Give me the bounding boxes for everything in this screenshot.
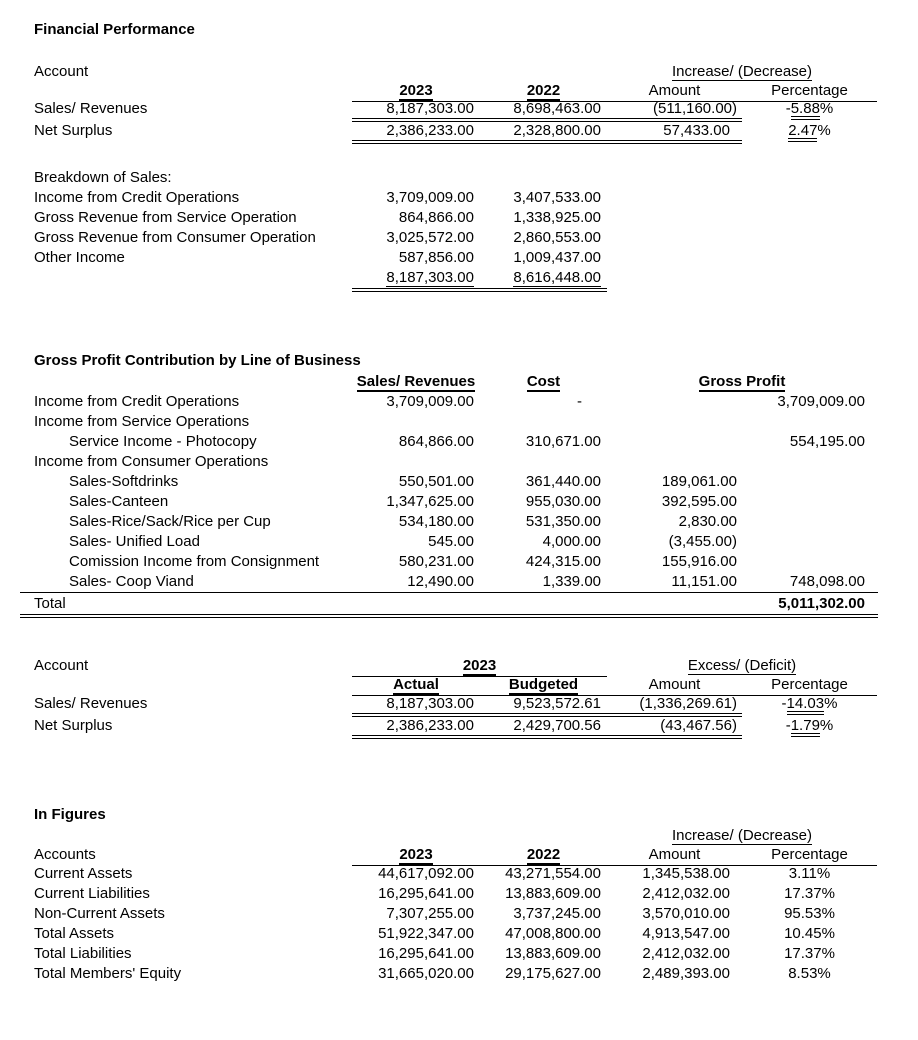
gross-profit-label: Gross Profit — [698, 373, 786, 390]
table-row — [34, 452, 877, 472]
value-percentage — [742, 695, 877, 717]
table-row — [34, 964, 877, 984]
table-row — [34, 412, 877, 432]
table-header-row — [34, 82, 877, 100]
table-row — [34, 717, 877, 739]
value-gross-profit: 189,061.00 — [661, 473, 737, 490]
cost-label: Cost — [526, 373, 561, 390]
column-header-amount: Amount — [607, 82, 742, 102]
value-amount: (43,467.56) — [607, 717, 742, 739]
row-label: Sales/ Revenues — [34, 695, 148, 712]
percent-number: 14.03 — [787, 696, 825, 715]
budgeted-label: Budgeted — [508, 676, 579, 693]
section-title-in-figures: In Figures — [34, 806, 106, 823]
row-label: Net Surplus — [34, 122, 113, 139]
value-percentage — [742, 100, 877, 122]
value-percentage: 95.53% — [784, 905, 835, 922]
year-2023-label: 2023 — [399, 846, 433, 863]
value-gross-profit: 3,709,009.00 — [777, 393, 865, 410]
column-header-amount: Amount — [607, 846, 742, 866]
column-header-amount: Amount — [607, 676, 742, 696]
value-amount: 4,913,547.00 — [642, 925, 730, 942]
percent-symbol: % — [819, 100, 834, 117]
value-gross-profit: 11,151.00 — [671, 573, 737, 590]
value-cost: 1,339.00 — [542, 573, 601, 590]
value-cost: 531,350.00 — [525, 513, 601, 530]
value-amount: (511,160.00) — [607, 100, 742, 122]
percent-symbol: % — [819, 717, 834, 734]
column-header-2022 — [480, 82, 607, 102]
account-column-header: Account — [34, 657, 89, 674]
percent-negative-sign: - — [785, 100, 791, 117]
value-2022: 1,009,437.00 — [513, 249, 601, 266]
row-label: Total Assets — [34, 925, 115, 942]
value-2022: 43,271,554.00 — [505, 865, 601, 882]
row-label: Income from Credit Operations — [34, 393, 240, 410]
increase-decrease-header — [607, 62, 877, 82]
row-label: Sales/ Revenues — [34, 100, 148, 117]
percent-number: 5.88 — [791, 101, 820, 120]
table-row — [34, 100, 877, 122]
value-percentage: 17.37% — [784, 885, 835, 902]
row-label: Sales-Canteen — [69, 493, 169, 510]
value-sales: 580,231.00 — [398, 553, 474, 570]
row-label: Sales-Softdrinks — [69, 473, 179, 490]
table-row — [34, 924, 877, 944]
column-header-budgeted — [480, 676, 607, 696]
year-2022-label: 2022 — [526, 846, 561, 863]
percent-number: 2.47 — [788, 123, 817, 142]
accounts-column-header: Accounts — [34, 846, 96, 863]
table-header-row — [34, 372, 877, 392]
excess-deficit-header — [607, 656, 877, 677]
value-sales: 550,501.00 — [398, 473, 474, 490]
value-subtotal: 748,098.00 — [789, 573, 865, 590]
table-header-row — [34, 846, 877, 864]
table-row — [34, 188, 877, 208]
value-2022: 13,883,609.00 — [505, 945, 601, 962]
table-row — [34, 695, 877, 717]
value-amount: 57,433.00 — [607, 122, 742, 144]
value-2023: 7,307,255.00 — [386, 905, 474, 922]
total-2023 — [352, 268, 480, 292]
year-2022-label: 2022 — [526, 82, 561, 99]
table-row — [34, 864, 877, 884]
value-2023: 31,665,020.00 — [378, 965, 474, 982]
value-2022: 29,175,627.00 — [505, 965, 601, 982]
value-2022: 2,328,800.00 — [480, 122, 607, 144]
column-header-2023 — [352, 846, 480, 866]
excess-deficit-label: Excess/ (Deficit) — [687, 657, 797, 674]
column-header-cost — [480, 372, 607, 392]
table-row — [34, 512, 877, 532]
table-row — [34, 944, 877, 964]
percent-negative-sign: - — [781, 695, 787, 712]
value-gross-profit: (3,455.00) — [668, 533, 737, 550]
value-2023: 51,922,347.00 — [378, 925, 474, 942]
table-row — [34, 228, 877, 248]
percent-negative-sign: - — [785, 717, 791, 734]
row-label: Gross Revenue from Service Operation — [34, 209, 297, 226]
section-title-gross-profit: Gross Profit Contribution by Line of Business — [34, 352, 361, 369]
value-budgeted: 9,523,572.61 — [480, 695, 607, 717]
row-label: Total Members' Equity — [34, 965, 182, 982]
value-2023: 3,025,572.00 — [386, 229, 474, 246]
account-column-header: Account — [34, 63, 89, 80]
value-2023: 8,187,303.00 — [352, 100, 480, 122]
percent-symbol: % — [824, 695, 838, 712]
column-header-2023 — [352, 82, 480, 102]
table-row — [34, 884, 877, 904]
table-row — [34, 656, 877, 676]
value-2023: 587,856.00 — [398, 249, 474, 266]
value-gross-profit: 554,195.00 — [789, 433, 865, 450]
value-2023: 44,617,092.00 — [378, 865, 474, 882]
value-2022: 13,883,609.00 — [505, 885, 601, 902]
column-header-actual — [352, 676, 480, 696]
value-2023: 3,709,009.00 — [386, 189, 474, 206]
row-label: Comission Income from Consignment — [69, 553, 320, 570]
total-2022-value: 8,616,448.00 — [513, 269, 601, 286]
breakdown-of-sales-table — [34, 168, 877, 292]
total-label: Total — [34, 595, 66, 612]
value-2022: 3,737,245.00 — [513, 905, 601, 922]
table-row — [34, 248, 877, 268]
increase-decrease-label: Increase/ (Decrease) — [671, 827, 813, 844]
value-percentage — [742, 717, 877, 739]
in-figures-table — [34, 826, 877, 984]
row-label: Non-Current Assets — [34, 905, 165, 922]
row-label: Income from Service Operations — [34, 413, 250, 430]
value-percentage: 17.37% — [784, 945, 835, 962]
grand-total-row — [20, 592, 878, 618]
total-2022 — [480, 268, 607, 292]
table-row — [34, 904, 877, 924]
table-row — [34, 168, 877, 188]
column-header-percentage: Percentage — [742, 846, 877, 866]
table-row — [34, 572, 877, 592]
row-label: Current Assets — [34, 865, 133, 882]
value-actual: 8,187,303.00 — [352, 695, 480, 717]
actual-vs-budgeted-table — [34, 656, 877, 739]
row-label: Total Liabilities — [34, 945, 132, 962]
year-2023-merged-header — [352, 656, 607, 677]
value-2023: 2,386,233.00 — [352, 122, 480, 144]
value-percentage: 3.11% — [788, 865, 831, 882]
value-2022: 2,860,553.00 — [513, 229, 601, 246]
value-amount: 1,345,538.00 — [642, 865, 730, 882]
row-label: Gross Revenue from Consumer Operation — [34, 229, 316, 246]
sales-revenues-label: Sales/ Revenues — [356, 373, 476, 390]
column-header-sales-revenues — [352, 372, 480, 392]
value-2022: 3,407,533.00 — [513, 189, 601, 206]
increase-decrease-header — [607, 826, 877, 846]
row-label: Sales- Unified Load — [69, 533, 200, 550]
value-2023: 16,295,641.00 — [378, 885, 474, 902]
year-2023-label: 2023 — [462, 657, 497, 674]
value-cost: 955,030.00 — [525, 493, 601, 510]
percent-number: 1.79 — [791, 718, 820, 737]
value-cost: - — [577, 393, 582, 410]
increase-decrease-label: Increase/ (Decrease) — [671, 63, 813, 80]
value-2022: 1,338,925.00 — [513, 209, 601, 226]
table-row — [34, 492, 877, 512]
actual-label: Actual — [393, 676, 439, 693]
column-header-gross-profit — [607, 372, 877, 392]
value-sales: 12,490.00 — [407, 573, 474, 590]
section-title-financial-performance: Financial Performance — [34, 21, 195, 38]
value-2022: 47,008,800.00 — [505, 925, 601, 942]
value-percentage: 10.45% — [784, 925, 835, 942]
value-2022: 8,698,463.00 — [480, 100, 607, 122]
row-label: Other Income — [34, 249, 125, 266]
row-label: Sales-Rice/Sack/Rice per Cup — [69, 513, 271, 530]
row-label: Service Income - Photocopy — [69, 433, 257, 450]
table-row — [34, 208, 877, 228]
value-sales: 1,347,625.00 — [386, 493, 474, 510]
percent-symbol: % — [817, 122, 831, 139]
column-header-percentage: Percentage — [742, 82, 877, 102]
value-cost: 424,315.00 — [525, 553, 601, 570]
value-amount: 2,412,032.00 — [642, 885, 730, 902]
value-sales: 3,709,009.00 — [386, 393, 474, 410]
gross-profit-table — [34, 372, 877, 592]
table-row — [34, 532, 877, 552]
value-gross-profit: 392,595.00 — [661, 493, 737, 510]
row-label: Net Surplus — [34, 717, 113, 734]
row-label: Income from Consumer Operations — [34, 453, 269, 470]
value-amount: 3,570,010.00 — [642, 905, 730, 922]
value-actual: 2,386,233.00 — [352, 717, 480, 739]
value-amount: 2,412,032.00 — [642, 945, 730, 962]
total-value: 5,011,302.00 — [778, 595, 865, 612]
value-amount: 2,489,393.00 — [642, 965, 730, 982]
value-percentage — [742, 122, 877, 144]
table-row — [34, 122, 877, 144]
row-label: Sales- Coop Viand — [69, 573, 194, 590]
value-gross-profit: 2,830.00 — [678, 513, 737, 530]
value-sales: 534,180.00 — [398, 513, 474, 530]
value-sales: 545.00 — [428, 533, 474, 550]
value-amount: (1,336,269.61) — [607, 695, 742, 717]
value-2023: 864,866.00 — [398, 209, 474, 226]
value-sales: 864,866.00 — [398, 433, 474, 450]
row-label: Current Liabilities — [34, 885, 150, 902]
value-budgeted: 2,429,700.56 — [480, 717, 607, 739]
value-cost: 4,000.00 — [542, 533, 601, 550]
table-row — [34, 472, 877, 492]
table-row — [34, 432, 877, 452]
row-label: Income from Credit Operations — [34, 189, 240, 206]
year-2023-label: 2023 — [399, 82, 433, 99]
table-row — [34, 826, 877, 846]
column-header-2022 — [480, 846, 607, 866]
value-gross-profit: 155,916.00 — [661, 553, 737, 570]
column-header-percentage: Percentage — [742, 676, 877, 696]
value-cost: 310,671.00 — [525, 433, 601, 450]
table-header-row — [34, 676, 877, 695]
table-row — [34, 62, 877, 82]
breakdown-total-row — [34, 268, 877, 292]
breakdown-title: Breakdown of Sales: — [34, 169, 172, 186]
value-2023: 16,295,641.00 — [378, 945, 474, 962]
table-row — [34, 552, 877, 572]
value-cost: 361,440.00 — [525, 473, 601, 490]
value-percentage: 8.53% — [788, 965, 831, 982]
table-row — [34, 392, 877, 412]
total-2023-value: 8,187,303.00 — [386, 269, 474, 286]
financial-performance-table — [34, 62, 877, 144]
